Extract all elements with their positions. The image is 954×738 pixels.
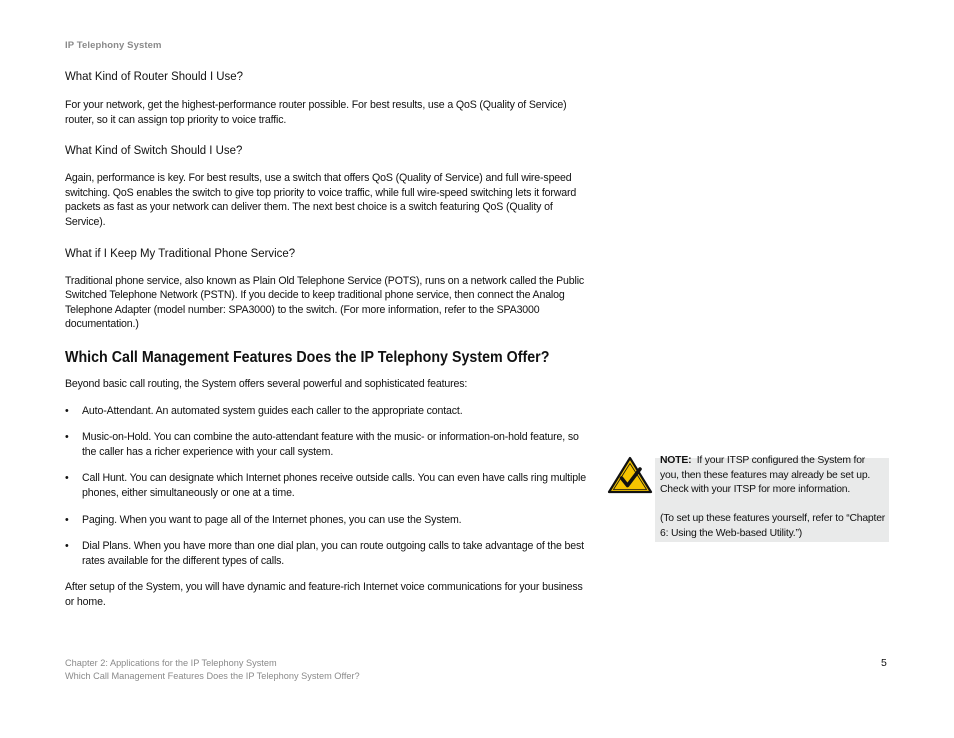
router-paragraph: For your network, get the highest-performance router possible. For best results, use a QoS (Quality of Service) router, so it can assign top priority to voice traffic.: [65, 99, 567, 126]
note-label: NOTE:: [660, 455, 692, 466]
bullet-icon: •: [65, 540, 69, 553]
switch-paragraph: Again, performance is key. For best results, use a switch that offers QoS (Quality of Service) and full wire-speed switching. QoS enables the switch to give top priority to voice traffic, while full wire-speed switching lets it forward packets as fast as your network can deliver them. The next best choice is a switch featuring QoS (Quality of Service).: [65, 172, 577, 228]
list-item: [65, 471, 587, 500]
footer-chapter: Chapter 2: Applications for the IP Telephony System: [65, 658, 277, 668]
features-list: [65, 404, 587, 569]
list-item-text: Auto-Attendant. An automated system guides each caller to the appropriate contact.: [82, 404, 463, 417]
features-heading: Which Call Management Features Does the IP Telephony System Offer?: [65, 348, 550, 366]
footer: [65, 657, 360, 682]
bullet-icon: •: [65, 513, 69, 526]
switch-heading: What Kind of Switch Should I Use?: [65, 143, 243, 158]
list-item-text: Call Hunt. You can designate which Internet phones receive outside calls. You can even have calls ring multiple phones, either simultaneously or one at a time.: [82, 472, 586, 499]
footer-section: Which Call Management Features Does the IP Telephony System Offer?: [65, 670, 360, 681]
note-text: [660, 454, 886, 542]
list-item-text: Music-on-Hold. You can combine the auto-attendant feature with the music- or information-on-hold feature, so the caller has a richer experience with your call system.: [82, 431, 579, 458]
warning-checkmark-icon: [607, 456, 653, 494]
closing-paragraph: After setup of the System, you will have dynamic and feature-rich Internet voice communications for your business or home.: [65, 581, 583, 608]
list-item: [65, 430, 587, 459]
list-item-text: Paging. When you want to page all of the Internet phones, you can use the System.: [82, 513, 462, 526]
phone-service-paragraph: Traditional phone service, also known as Plain Old Telephone Service (POTS), runs on a network called the Public Switched Telephone Network (PSTN). If you decide to keep traditional phone service, then connect the Analog Telephone Adapter (model number: SPA3000) to the switch. (For more information, refer to the SPA3000 documentation.): [65, 274, 585, 331]
bullet-icon: •: [65, 431, 69, 444]
list-item: [65, 539, 587, 568]
router-heading: What Kind of Router Should I Use?: [65, 69, 243, 83]
note-body: If your ITSP configured the System for you, then these features may already be set up. Check with your ITSP for more information.: [660, 455, 871, 496]
features-intro: Beyond basic call routing, the System offers several powerful and sophisticated features:: [65, 377, 468, 390]
running-header: IP Telephony System: [65, 40, 162, 51]
list-item: [65, 404, 587, 419]
list-item: [65, 513, 587, 528]
note-paragraph: [660, 454, 886, 498]
bullet-icon: •: [65, 472, 69, 485]
note-reference: (To set up these features yourself, refer to “Chapter 6: Using the Web-based Utility.”): [660, 513, 886, 539]
bullet-icon: •: [65, 404, 69, 417]
list-item-text: Dial Plans. When you have more than one dial plan, you can route outgoing calls to take advantage of the best rates available for the different types of calls.: [82, 540, 584, 567]
main-content: [65, 68, 587, 609]
page-number: 5: [881, 657, 887, 669]
phone-service-heading: What if I Keep My Traditional Phone Service?: [65, 245, 296, 260]
